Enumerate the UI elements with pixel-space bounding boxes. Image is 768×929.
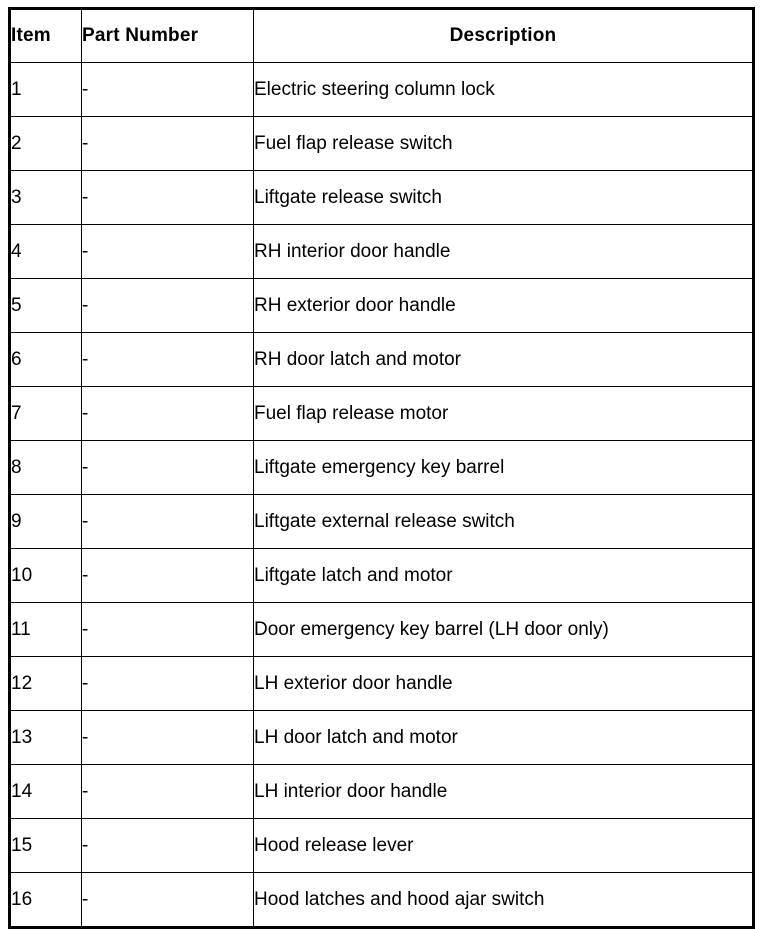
cell-item: 4: [10, 225, 82, 279]
cell-description: RH door latch and motor: [254, 333, 754, 387]
table-row: [10, 333, 754, 387]
cell-item: 13: [10, 711, 82, 765]
table-header-row: [10, 9, 754, 63]
cell-part-number: -: [82, 549, 254, 603]
cell-part-number: -: [82, 387, 254, 441]
cell-item: 11: [10, 603, 82, 657]
cell-part-number: -: [82, 333, 254, 387]
table-header: [10, 9, 754, 63]
cell-item: 10: [10, 549, 82, 603]
cell-item: 2: [10, 117, 82, 171]
table-row: [10, 711, 754, 765]
table-row: [10, 63, 754, 117]
column-header-part-number: Part Number: [82, 9, 254, 63]
cell-item: 5: [10, 279, 82, 333]
cell-description: LH exterior door handle: [254, 657, 754, 711]
table-row: [10, 441, 754, 495]
cell-item: 3: [10, 171, 82, 225]
cell-part-number: -: [82, 819, 254, 873]
table-row: [10, 279, 754, 333]
cell-description: Hood release lever: [254, 819, 754, 873]
cell-item: 8: [10, 441, 82, 495]
cell-description: Fuel flap release switch: [254, 117, 754, 171]
cell-part-number: -: [82, 279, 254, 333]
parts-table: [8, 7, 755, 929]
cell-part-number: -: [82, 63, 254, 117]
table-row: [10, 873, 754, 928]
cell-part-number: -: [82, 657, 254, 711]
cell-description: Hood latches and hood ajar switch: [254, 873, 754, 928]
cell-description: RH interior door handle: [254, 225, 754, 279]
table-row: [10, 117, 754, 171]
cell-part-number: -: [82, 495, 254, 549]
table-row: [10, 225, 754, 279]
cell-part-number: -: [82, 765, 254, 819]
column-header-description: Description: [254, 9, 754, 63]
parts-table-container: [8, 7, 752, 929]
table-row: [10, 171, 754, 225]
cell-description: RH exterior door handle: [254, 279, 754, 333]
cell-item: 12: [10, 657, 82, 711]
cell-description: Fuel flap release motor: [254, 387, 754, 441]
cell-description: Liftgate external release switch: [254, 495, 754, 549]
cell-description: Electric steering column lock: [254, 63, 754, 117]
cell-part-number: -: [82, 171, 254, 225]
cell-part-number: -: [82, 873, 254, 928]
cell-item: 6: [10, 333, 82, 387]
cell-part-number: -: [82, 117, 254, 171]
cell-part-number: -: [82, 603, 254, 657]
table-row: [10, 387, 754, 441]
column-header-item: Item: [10, 9, 82, 63]
cell-item: 15: [10, 819, 82, 873]
table-body: [10, 63, 754, 928]
table-row: [10, 549, 754, 603]
cell-item: 16: [10, 873, 82, 928]
table-row: [10, 603, 754, 657]
table-row: [10, 765, 754, 819]
cell-part-number: -: [82, 225, 254, 279]
cell-item: 7: [10, 387, 82, 441]
cell-part-number: -: [82, 441, 254, 495]
cell-description: LH door latch and motor: [254, 711, 754, 765]
cell-description: Liftgate emergency key barrel: [254, 441, 754, 495]
table-row: [10, 657, 754, 711]
cell-part-number: -: [82, 711, 254, 765]
cell-description: LH interior door handle: [254, 765, 754, 819]
cell-item: 14: [10, 765, 82, 819]
table-row: [10, 495, 754, 549]
cell-item: 1: [10, 63, 82, 117]
cell-description: Door emergency key barrel (LH door only): [254, 603, 754, 657]
cell-description: Liftgate release switch: [254, 171, 754, 225]
cell-description: Liftgate latch and motor: [254, 549, 754, 603]
cell-item: 9: [10, 495, 82, 549]
table-row: [10, 819, 754, 873]
